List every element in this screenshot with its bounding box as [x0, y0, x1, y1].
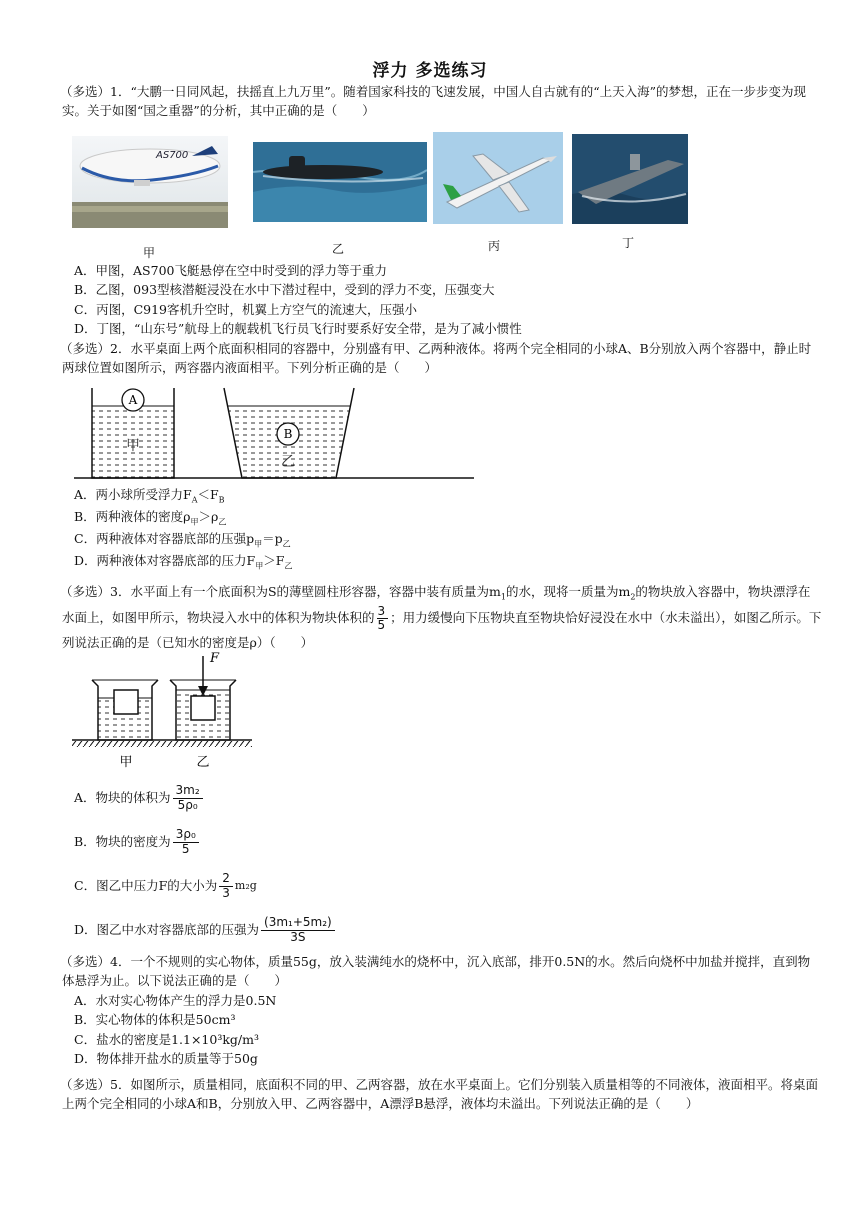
- option-d-fraction: [261, 916, 335, 943]
- image-caption-ding: 丁: [622, 236, 635, 250]
- stem-text: 的物块放入容器中，物块漂浮在水面上，如图甲所示，物块浸入水中的体积为物块体积的: [62, 584, 811, 625]
- question-2-option-a: [62, 485, 822, 507]
- question-1-stem: （多选）1．“大鹏一日同风起，扶摇直上九万里”。随着国家科技的飞速发展，中国人自古就有的“上天入海”的梦想，正在一步步变为现实。关于如图“国之重器”的分析，其中正确的是（ ）: [60, 84, 807, 119]
- question-1-option-b: B．乙图，093型核潜艇浸没在水中下潜过程中，受到的浮力不变，压强变大: [74, 282, 495, 298]
- liquid-yi-label: 乙: [281, 454, 295, 470]
- airship-image: [72, 136, 228, 228]
- question-4-stem: （多选）4．一个不规则的实心物体，质量55g，放入装满纯水的烧杯中，沉入底部，排开0.5N的水。然后向烧杯中加盐并搅拌，直到物体悬浮为止。以下说法正确的是（ ）: [60, 954, 811, 989]
- denominator: 5: [377, 617, 386, 632]
- question-2-option-c: [62, 529, 822, 551]
- question-2-option-d: [62, 551, 822, 573]
- liquid-jia-label: 甲: [126, 438, 140, 454]
- submarine-image: [253, 142, 427, 222]
- subscript: A: [191, 495, 198, 505]
- option-c-fraction: [219, 872, 233, 899]
- option-text: ＝p: [262, 530, 283, 546]
- q3-container-diagram: [72, 650, 252, 768]
- question-1-options: [62, 261, 822, 339]
- question-1-option-a: A．甲图，AS700飞艇悬停在空中时受到的浮力等于重力: [74, 263, 387, 278]
- question-2-option-b: [62, 507, 822, 529]
- denominator: 3S: [290, 929, 306, 944]
- image-caption-yi: 乙: [332, 242, 345, 256]
- q2-container-diagram: [74, 384, 474, 480]
- fraction-three-fifths: [377, 605, 389, 632]
- question-3-option-a: [62, 776, 822, 820]
- stem-text: 的水，现将一质量为m: [505, 584, 631, 599]
- question-4-option-b: B．实心物体的体积是50cm³: [74, 1012, 236, 1028]
- airplane-image: [433, 132, 563, 224]
- numerator: 3ρ₀: [173, 828, 199, 842]
- question-3-option-c: [62, 864, 822, 908]
- question-1-option-c: C．丙图，C919客机升空时，机翼上方空气的流速大，压强小: [74, 301, 417, 317]
- question-4-option-d: D．物体排开盐水的质量等于50g: [74, 1050, 258, 1066]
- stem-text: ；用力缓慢向下压物块直至物块恰好浸没在水中（水未溢出），如图乙所示。下列说法正确的是（已知水的密度是ρ）（ ）: [62, 609, 822, 650]
- question-3: [62, 581, 822, 654]
- subscript: 乙: [282, 539, 291, 549]
- image-caption-bing: 丙: [488, 239, 501, 253]
- option-a-fraction: [173, 784, 203, 811]
- option-text: ＞ρ: [198, 508, 219, 524]
- subscript: 乙: [218, 517, 227, 527]
- question-3-options: [62, 776, 822, 952]
- option-text: A．两小球所受浮力F: [74, 487, 192, 502]
- question-5: [62, 1075, 822, 1114]
- carrier-image: [572, 134, 688, 224]
- question-1-option-d: D．丁图，“山东号”航母上的舰载机飞行员飞行时要系好安全带，是为了减小惯性: [74, 321, 522, 337]
- subscript: 乙: [284, 561, 293, 571]
- diagram-caption-jia: 甲: [119, 755, 133, 768]
- subscript: 2: [630, 592, 636, 602]
- denominator: 3: [222, 885, 230, 900]
- image-caption-jia: 甲: [143, 246, 156, 260]
- option-b-fraction: [173, 828, 199, 855]
- diagram-caption-yi: 乙: [196, 755, 210, 768]
- option-text: C．图乙中压力F的大小为: [74, 878, 218, 894]
- option-text: D．图乙中水对容器底部的压强为: [74, 922, 260, 938]
- denominator: 5: [181, 841, 190, 856]
- option-text: m₂g: [234, 879, 257, 893]
- stem-text: （多选）3．水平面上有一个底面积为S的薄壁圆柱形容器，容器中装有质量为m: [60, 584, 501, 599]
- question-2-stem: （多选）2．水平桌面上两个底面积相同的容器中，分别盛有甲、乙两种液体。将两个完全相同的小球A、B分别放入两个容器中，静止时两球位置如图所示，两容器内液面相平。下列分析正确的是（ ）: [60, 341, 812, 376]
- page-title: 浮力 多选练习: [372, 61, 488, 81]
- numerator: 3: [377, 605, 389, 619]
- option-text: B．物块的密度为: [74, 834, 171, 850]
- option-text: D．两种液体对容器底部的压力F: [74, 552, 256, 568]
- option-text: B．两种液体的密度ρ: [74, 508, 191, 524]
- question-3-stem: [62, 581, 822, 654]
- numerator: (3m₁+5m₂): [261, 916, 335, 930]
- question-4-option-a: A．水对实心物体产生的浮力是0.5N: [74, 992, 277, 1008]
- question-1: [62, 82, 822, 121]
- numerator: 3m₂: [173, 784, 203, 798]
- denominator: 5ρ₀: [177, 797, 198, 812]
- question-3-option-d: [62, 908, 822, 952]
- subscript: 1: [500, 592, 506, 602]
- numerator: 2: [219, 872, 233, 886]
- question-3-option-b: [62, 820, 822, 864]
- question-4: [62, 952, 822, 1068]
- option-text: ＞F: [263, 552, 285, 568]
- force-label: F: [210, 651, 220, 666]
- option-text: C．两种液体对容器底部的压强p: [74, 530, 255, 546]
- subscript: 甲: [255, 561, 264, 571]
- question-5-stem: （多选）5．如图所示，质量相同，底面积不同的甲、乙两容器，放在水平桌面上。它们分别装入质量相等的不同液体，液面相平。将桌面上两个完全相同的小球A和B，分别放入甲、乙两容器中，A漂浮B悬浮，液体均未溢出。下列说法正确的是（ ）: [60, 1077, 818, 1112]
- question-2-options: [62, 485, 822, 573]
- option-text: ＜F: [197, 487, 219, 502]
- subscript: B: [218, 495, 225, 505]
- subscript: 甲: [254, 539, 263, 549]
- ball-a-label: A: [128, 393, 138, 407]
- question-2: [62, 339, 822, 378]
- ball-b-label: B: [283, 427, 293, 441]
- airship-label: AS700: [156, 150, 189, 161]
- subscript: 甲: [190, 517, 199, 527]
- option-text: A．物块的体积为: [74, 790, 171, 806]
- question-4-option-c: C．盐水的密度是1.1×10³kg/m³: [74, 1031, 259, 1047]
